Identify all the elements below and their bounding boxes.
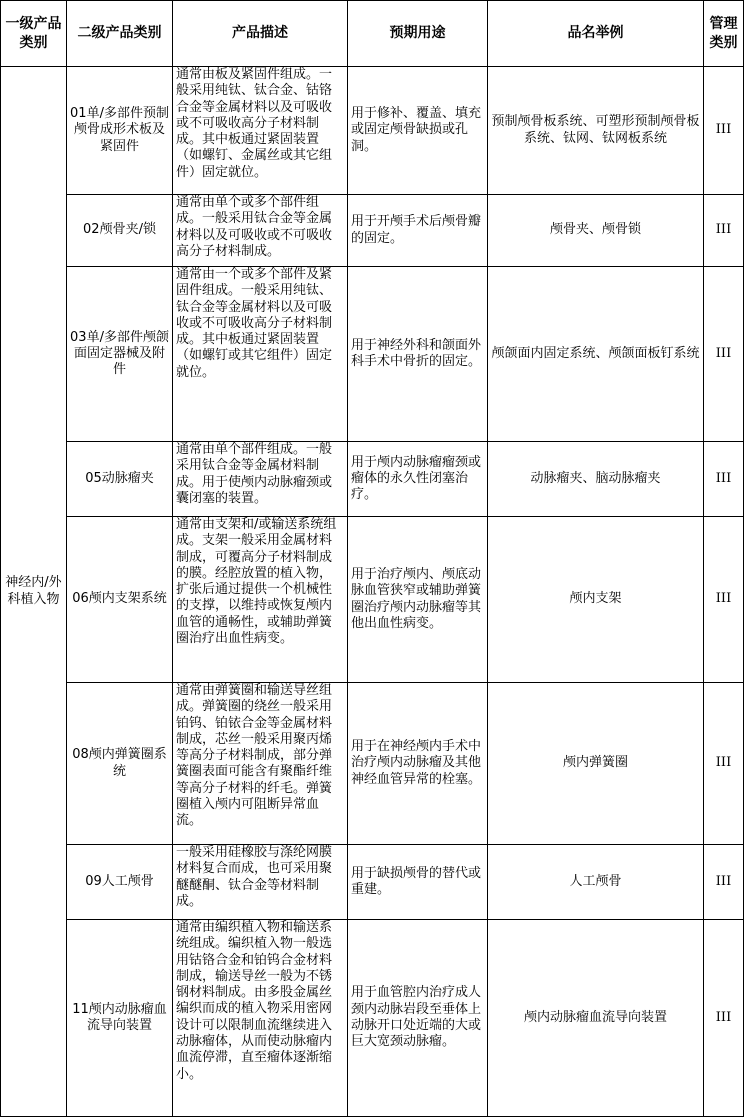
management-class-cell: III <box>704 267 744 442</box>
header-description: 产品描述 <box>173 1 348 67</box>
header-examples: 品名举例 <box>488 1 704 67</box>
intended-use-cell: 用于在神经颅内手术中治疗颅内动脉瘤及其他神经血管异常的栓塞。 <box>348 683 488 845</box>
header-category2: 二级产品类别 <box>67 1 173 67</box>
description-cell: 通常由编织植入物和输送系统组成。编织植入物一般选用钴铬合金和铂钨合金材料制成，输送导丝一般为不锈钢材料制成。由多股金属丝编织而成的植入物采用密网设计可以限制血流继续进入动脉瘤体，从而使动脉瘤内血流停滞，直至瘤体逐渐缩小。 <box>173 920 348 1117</box>
description-cell: 通常由弹簧圈和输送导丝组成。弹簧圈的绕丝一般采用铂钨、铂铱合金等金属材料制成，芯丝一般采用聚丙烯等高分子材料制成，部分弹簧圈表面可能含有聚酯纤维等高分子材料的纤毛。弹簧圈植入颅内可阻断异常血流。 <box>173 683 348 845</box>
category2-cell: 05动脉瘤夹 <box>67 442 173 517</box>
management-class-cell: III <box>704 442 744 517</box>
intended-use-cell: 用于缺损颅骨的替代或重建。 <box>348 845 488 920</box>
description-cell: 通常由板及紧固件组成。一般采用纯钛、钛合金、钴铬合金等金属材料以及可吸收或不可吸收高分子材料制成。其中板通过紧固装置（如螺钉、金属丝或其它组件）固定就位。 <box>173 67 348 195</box>
examples-cell: 颅内动脉瘤血流导向装置 <box>488 920 704 1117</box>
intended-use-cell: 用于神经外科和颌面外科手术中骨折的固定。 <box>348 267 488 442</box>
table-row <box>1 67 744 195</box>
category2-cell: 03单/多部件颅颌面固定器械及附件 <box>67 267 173 442</box>
table-row <box>1 442 744 517</box>
header-management-class: 管理类别 <box>704 1 744 67</box>
management-class-cell: III <box>704 845 744 920</box>
category2-cell: 08颅内弹簧圈系统 <box>67 683 173 845</box>
management-class-cell: III <box>704 67 744 195</box>
management-class-cell: III <box>704 920 744 1117</box>
description-cell: 通常由一个或多个部件及紧固件组成。一般采用纯钛、钛合金等金属材料以及可吸收或不可吸收高分子材料制成。其中板通过紧固装置（如螺钉或其它组件）固定就位。 <box>173 267 348 442</box>
intended-use-cell: 用于修补、覆盖、填充或固定颅骨缺损或孔洞。 <box>348 67 488 195</box>
table-row <box>1 267 744 442</box>
examples-cell: 人工颅骨 <box>488 845 704 920</box>
table-row <box>1 845 744 920</box>
header-category1: 一级产品类别 <box>1 1 67 67</box>
table-row <box>1 517 744 683</box>
header-intended-use: 预期用途 <box>348 1 488 67</box>
examples-cell: 动脉瘤夹、脑动脉瘤夹 <box>488 442 704 517</box>
examples-cell: 预制颅骨板系统、可塑形预制颅骨板系统、钛网、钛网板系统 <box>488 67 704 195</box>
table-row <box>1 683 744 845</box>
description-cell: 通常由支架和/或输送系统组成。支架一般采用金属材料制成，可覆高分子材料制成的膜。经腔放置的植入物，扩张后通过提供一个机械性的支撑，以维持或恢复颅内血管的通畅性，或辅助弹簧圈治疗出血性病变。 <box>173 517 348 683</box>
intended-use-cell: 用于颅内动脉瘤瘤颈或瘤体的永久性闭塞治疗。 <box>348 442 488 517</box>
management-class-cell: III <box>704 683 744 845</box>
category1-cell: 神经内/外科植入物 <box>1 67 67 1117</box>
table-row <box>1 920 744 1117</box>
examples-cell: 颅颌面内固定系统、颅颌面板钉系统 <box>488 267 704 442</box>
management-class-cell: III <box>704 517 744 683</box>
category2-cell: 02颅骨夹/锁 <box>67 195 173 267</box>
category2-cell: 01单/多部件预制颅骨成形术板及紧固件 <box>67 67 173 195</box>
description-cell: 一般采用硅橡胶与涤纶网膜材料复合而成，也可采用聚醚醚酮、钛合金等材料制成。 <box>173 845 348 920</box>
management-class-cell: III <box>704 195 744 267</box>
intended-use-cell: 用于血管腔内治疗成人颈内动脉岩段至垂体上动脉开口处近端的大或巨大宽颈动脉瘤。 <box>348 920 488 1117</box>
category2-cell: 11颅内动脉瘤血流导向装置 <box>67 920 173 1117</box>
table-row <box>1 195 744 267</box>
category2-cell: 09人工颅骨 <box>67 845 173 920</box>
description-cell: 通常由单个或多个部件组成。一般采用钛合金等金属材料以及可吸收或不可吸收高分子材料制成。 <box>173 195 348 267</box>
intended-use-cell: 用于治疗颅内、颅底动脉血管狭窄或辅助弹簧圈治疗颅内动脉瘤等其他出血性病变。 <box>348 517 488 683</box>
header-row <box>1 1 744 67</box>
intended-use-cell: 用于开颅手术后颅骨瓣的固定。 <box>348 195 488 267</box>
examples-cell: 颅骨夹、颅骨锁 <box>488 195 704 267</box>
examples-cell: 颅内弹簧圈 <box>488 683 704 845</box>
examples-cell: 颅内支架 <box>488 517 704 683</box>
description-cell: 通常由单个部件组成。一般采用钛合金等金属材料制成。用于使颅内动脉瘤颈或囊闭塞的装置。 <box>173 442 348 517</box>
category2-cell: 06颅内支架系统 <box>67 517 173 683</box>
